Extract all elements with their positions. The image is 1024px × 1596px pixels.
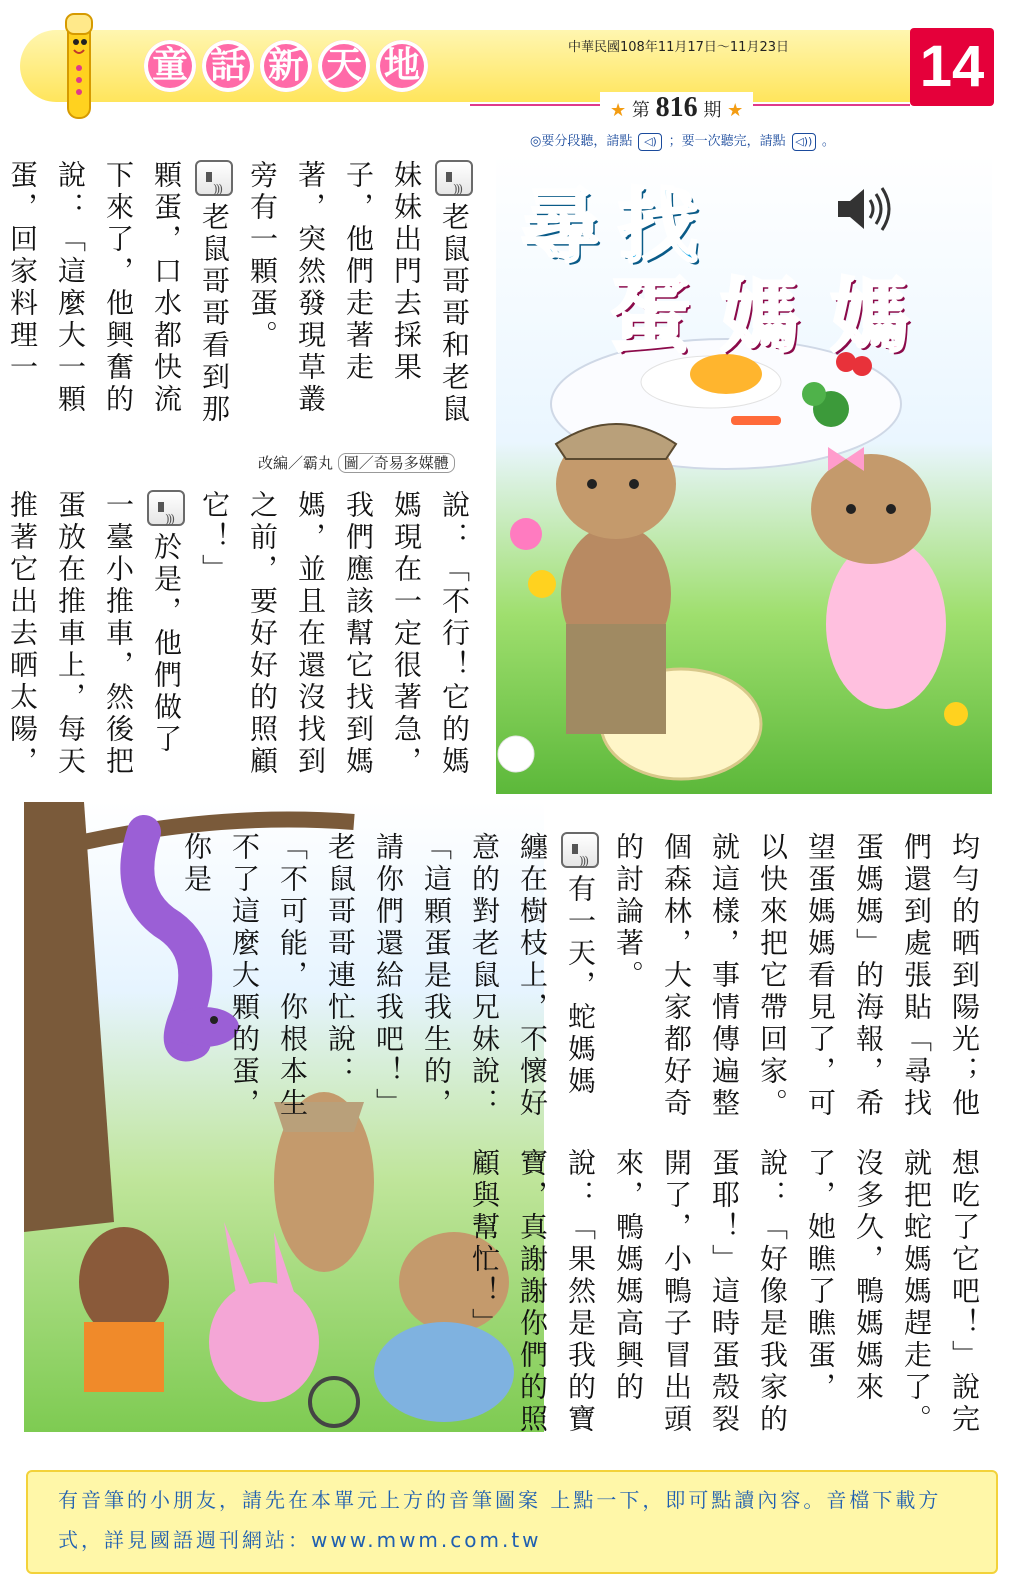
story-block-2 xyxy=(6,490,478,780)
story-block-1 xyxy=(6,160,478,430)
issue-prefix: 第 xyxy=(631,100,650,121)
tip-text: ；要一次聽完，請點 xyxy=(668,134,786,149)
story-paragraph: 老鼠哥哥看到那顆蛋，口水都快流下來了，他興奮的說：「這麼大一顆蛋，回家料理一 xyxy=(6,160,231,426)
speaker-icon[interactable] xyxy=(147,490,185,526)
section-title-char: 話 xyxy=(202,40,254,92)
section-title-char: 童 xyxy=(144,40,196,92)
section-title-char: 天 xyxy=(318,40,370,92)
listen-instructions xyxy=(530,130,835,151)
story-title-line2: 蛋媽媽 xyxy=(610,270,940,363)
story-block-4 xyxy=(468,1148,988,1448)
author-credit: 改編／霸丸 xyxy=(258,454,334,472)
speaker-icon[interactable] xyxy=(195,160,233,196)
story-paragraph: 老鼠哥哥和老鼠妹妹出門去採果子，他們走著走著，突然發現草叢旁有一顆蛋。 xyxy=(246,160,471,426)
story-paragraph: 均勻的晒到陽光；他們還到處張貼「尋找蛋媽媽」的海報，希望蛋媽媽看見了，可以快來把它帶回家。就這樣，事情傳遍整個森林，大家都好奇的討論著。 xyxy=(612,832,981,1120)
speaker-icon[interactable]: ◁)) xyxy=(792,133,816,151)
section-title xyxy=(144,40,428,92)
star-icon: ★ xyxy=(727,100,744,121)
issue-number-value: 816 xyxy=(655,92,698,123)
story-paragraph: 有一天，蛇媽媽纏在樹枝上，不懷好意的對老鼠兄妹說：「這顆蛋是我生的，請你們還給我吧！」老鼠哥哥連忙說：「不可能，你根本生不了這麼大顆的蛋，你是 xyxy=(180,832,597,1120)
story-block-3 xyxy=(180,832,988,1120)
star-icon: ★ xyxy=(610,100,627,121)
section-title-char: 地 xyxy=(376,40,428,92)
footer-text: 有音筆的小朋友，請先在本單元上方的音筆圖案 上點一下，即可點讀內容。音檔下載方式，詳見國語週刊網站：www.mwm.com.tw xyxy=(58,1488,942,1552)
footer-note xyxy=(26,1470,998,1574)
tip-text: ◎要分段聽，請點 xyxy=(530,134,633,149)
story-paragraph: 說：「不行！它的媽媽現在一定很著急，我們應該幫它找到媽媽，並且在還沒找到之前，要好好的照顧它！」 xyxy=(198,490,471,778)
story-paragraph: 想吃了它吧！」說完就把蛇媽媽趕走了。沒多久，鴨媽媽來了，她瞧了瞧蛋，說：「好像是我家的蛋耶！」這時蛋殼裂開了，小鴨子冒出頭來，鴨媽媽高興的說：「果然是我的寶寶，真謝謝你們的照顧與幫忙！」 xyxy=(468,1148,981,1436)
speaker-icon[interactable]: ◁) xyxy=(638,133,662,151)
section-title-char: 新 xyxy=(260,40,312,92)
issue-date: 中華民國108年11月17日～11月23日 xyxy=(568,40,789,55)
story-title-line1: 尋找 xyxy=(520,180,716,273)
speaker-icon[interactable] xyxy=(834,184,894,234)
credit xyxy=(258,452,455,473)
illustrator-credit: 圖／奇易多媒體 xyxy=(338,453,455,473)
issue-suffix: 期 xyxy=(703,100,722,121)
story-paragraph: 於是，他們做了一臺小推車，然後把蛋放在推車上，每天推著它出去晒太陽， xyxy=(6,490,183,778)
audio-pen-icon[interactable] xyxy=(62,12,96,122)
speaker-icon[interactable] xyxy=(561,832,599,868)
issue-number xyxy=(600,92,753,124)
speaker-icon[interactable] xyxy=(435,160,473,196)
page-number: 14 xyxy=(910,28,994,106)
tip-text: 。 xyxy=(821,134,835,149)
